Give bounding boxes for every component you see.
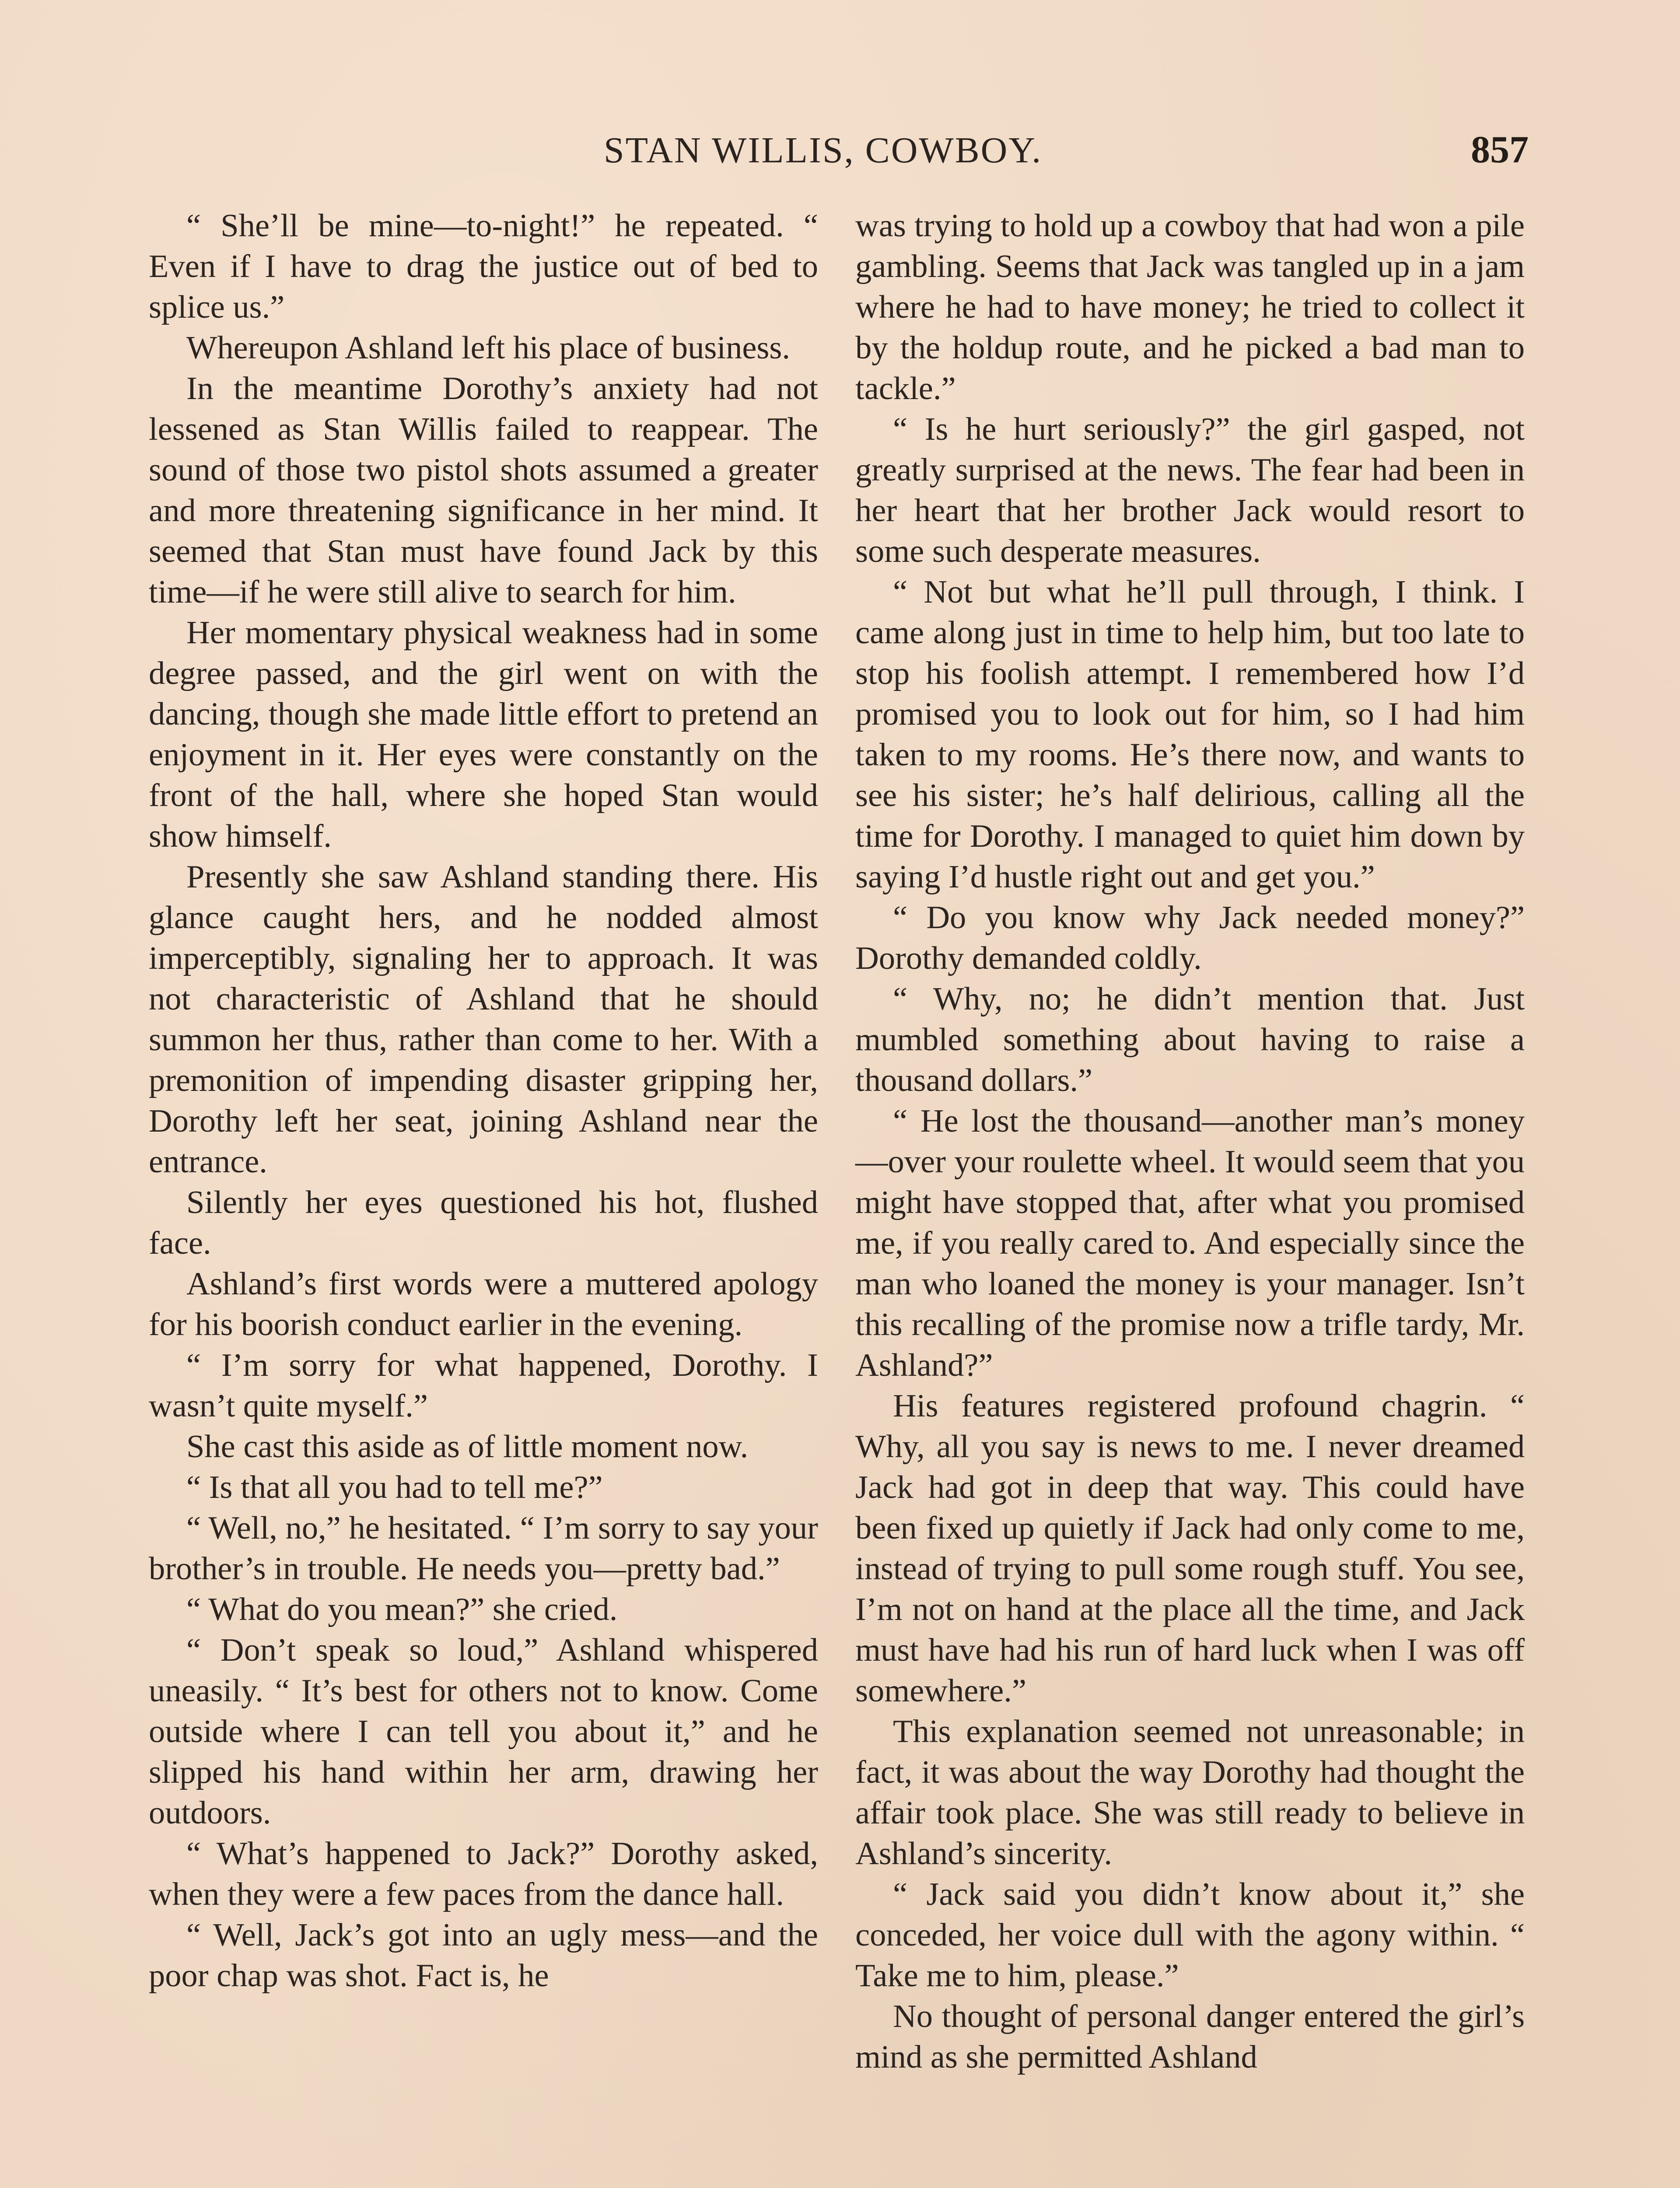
paragraph: Whereupon Ashland left his place of business. — [186, 330, 790, 366]
page-number: 857 — [1471, 129, 1529, 171]
paragraph: “ Don’t speak so loud,” Ashland whispered uneasily. “ It’s best for others not to know. Come outside where I can tell you about it,” and he slipped his hand within her arm, drawing her outdoors. — [149, 1632, 818, 1831]
paragraph: “ Do you know why Jack needed money?” Dorothy demanded coldly. — [855, 900, 1525, 976]
paragraph: was trying to hold up a cowboy that had won a pile gambling. Seems that Jack was tangled up in a jam where he had to have money; he tried to collect it by the holdup route, and he picked a bad man to tackle.” — [855, 208, 1525, 407]
paragraph: “ She’ll be mine—to-night!” he repeated. “ Even if I have to drag the justice out of bed to splice us.” — [149, 208, 818, 325]
paragraph: This explanation seemed not unreasonable; in fact, it was about the way Dorothy had thought the affair took place. She was still ready to believe in Ashland’s sincerity. — [855, 1714, 1525, 1872]
paragraph: Ashland’s first words were a muttered apology for his boorish conduct earlier in the evening. — [149, 1266, 818, 1343]
left-column — [149, 206, 818, 1996]
paragraph: “ Why, no; he didn’t mention that. Just mumbled something about having to raise a thousand dollars.” — [855, 981, 1525, 1098]
paragraph: “ Is he hurt seriously?” the girl gasped, not greatly surprised at the news. The fear had been in her heart that her brother Jack would resort to some such desperate measures. — [855, 411, 1525, 569]
paragraph: “ Is that all you had to tell me?” — [186, 1469, 603, 1505]
paragraph: Silently her eyes questioned his hot, flushed face. — [149, 1185, 818, 1261]
paragraph: She cast this aside as of little moment now. — [186, 1429, 749, 1465]
paragraph: “ Well, no,” he hesitated. “ I’m sorry to say your brother’s in trouble. He needs you—pretty bad.” — [149, 1510, 818, 1587]
paragraph: “ Jack said you didn’t know about it,” she conceded, her voice dull with the agony within. “ Take me to him, please.” — [855, 1876, 1525, 1994]
running-header-title: STAN WILLIS, COWBOY. — [604, 130, 1043, 171]
paragraph: “ What do you mean?” she cried. — [186, 1592, 618, 1627]
paragraph: No thought of personal danger entered the girl’s mind as she permitted Ashland — [855, 1999, 1525, 2075]
right-column — [855, 206, 1525, 2078]
paragraph: “ I’m sorry for what happened, Dorothy. I wasn’t quite myself.” — [149, 1347, 818, 1424]
paragraph: “ Well, Jack’s got into an ugly mess—and the poor chap was shot. Fact is, he — [149, 1917, 818, 1994]
paragraph: “ He lost the thousand—another man’s money—over your roulette wheel. It would seem that you might have stopped that, after what you promised me, if you really cared to. And especially since the man who loaned the money is your manager. Isn’t this recalling of the promise now a trifle tardy, Mr. Ashland?” — [855, 1103, 1525, 1383]
paragraph: Her momentary physical weakness had in some degree passed, and the girl went on with the dancing, though she made little effort to pretend an enjoyment in it. Her eyes were constantly on the front of the hall, where she hoped Stan would show himself. — [149, 615, 818, 854]
paragraph: His features registered profound chagrin. “ Why, all you say is news to me. I never dreamed Jack had got in deep that way. This could have been fixed up quietly if Jack had only come to me, instead of trying to pull some rough stuff. You see, I’m not on hand at the place all the time, and Jack must have had his run of hard luck when I was off somewhere.” — [855, 1388, 1525, 1709]
paragraph: Presently she saw Ashland standing there. His glance caught hers, and he nodded almost imperceptibly, signaling her to approach. It was not characteristic of Ashland that he should summon her thus, rather than come to her. With a premonition of impending disaster gripping her, Dorothy left her seat, joining Ashland near the entrance. — [149, 859, 818, 1180]
paragraph: In the meantime Dorothy’s anxiety had not lessened as Stan Willis failed to reappear. The sound of those two pistol shots assumed a greater and more threatening significance in her mind. It seemed that Stan must have found Jack by this time—if he were still alive to search for him. — [149, 371, 818, 610]
paragraph: “ What’s happened to Jack?” Dorothy asked, when they were a few paces from the dance hall. — [149, 1836, 818, 1912]
paragraph: “ Not but what he’ll pull through, I think. I came along just in time to help him, but too late to stop his foolish attempt. I remembered how I’d promised you to look out for him, so I had him taken to my rooms. He’s there now, and wants to see his sister; he’s half delirious, calling all the time for Dorothy. I managed to quiet him down by saying I’d hustle right out and get you.” — [855, 574, 1525, 895]
